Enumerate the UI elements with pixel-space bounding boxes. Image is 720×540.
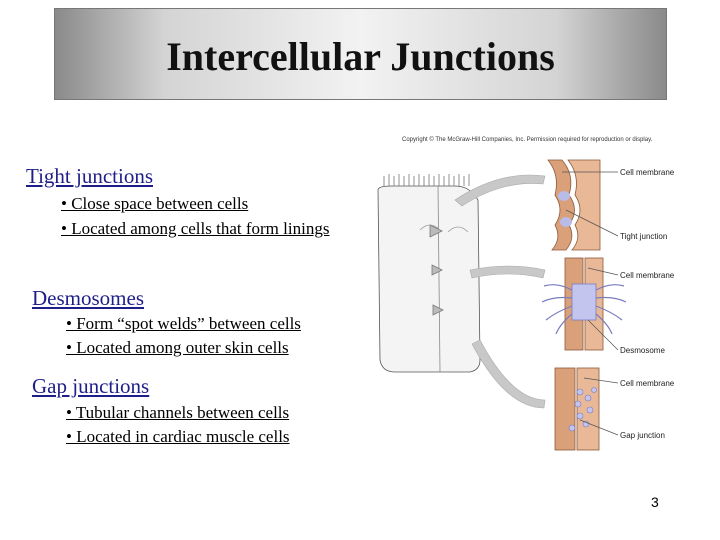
bullet-tight-1: • Close space between cells xyxy=(61,194,249,213)
bullet-gap-1: • Tubular channels between cells xyxy=(66,403,290,422)
heading-desmosomes: Desmosomes xyxy=(32,286,144,310)
bullet-desmo-2: • Located among outer skin cells xyxy=(66,338,289,357)
bullet-gap-2: • Located in cardiac muscle cells xyxy=(66,427,290,446)
label-cell-membrane-1: Cell membrane xyxy=(620,168,675,177)
label-gap-junction: Gap junction xyxy=(620,431,665,440)
label-desmosome: Desmosome xyxy=(620,346,665,355)
copyright-notice: Copyright © The McGraw-Hill Companies, Inc. Permission required for reproduction or display. xyxy=(402,137,653,143)
gap-junction-diagram xyxy=(555,368,599,450)
label-cell-membrane-3: Cell membrane xyxy=(620,379,675,388)
bullet-desmo-1: • Form “spot welds” between cells xyxy=(66,314,301,333)
tight-junction-diagram xyxy=(548,160,600,250)
label-cell-membrane-2: Cell membrane xyxy=(620,271,675,280)
label-tight-junction: Tight junction xyxy=(620,232,668,241)
heading-tight-junctions: Tight junctions xyxy=(26,164,154,188)
slide-title: Intercellular Junctions xyxy=(166,34,555,79)
page-number: 3 xyxy=(651,494,659,510)
bullet-tight-2: • Located among cells that form linings xyxy=(61,219,330,238)
heading-gap-junctions: Gap junctions xyxy=(32,374,150,398)
desmosome-diagram xyxy=(542,258,626,350)
